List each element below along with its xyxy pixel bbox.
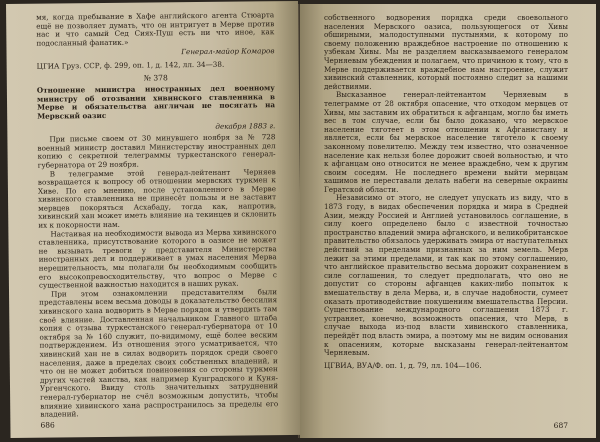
body-paragraph: Независимо от этого, не следует упускать из виду, что в 1873 году, в видах обеспечения порядка и мира в Средней Азии, между Россией и Англией установилось соглашение, в силу коего определено было с известной точностью пространство владений эмира афганского, и великобританское правительство обязалось удерживать эмира от наступательных действий за пределами признанных за ним земель. Мерв лежит за этими пределами, и так как по этому соглашению, что английское правительство весьма дорожит сохранением в силе соглашения, то следует предполагать, что оно не допустит со стороны афганцев каких-либо попыток к вмешательству в дела Мерва, и, в случае надобности, сумеет оказать противодействие покушениям вмешательства Персии. Существование международного соглашения 1873 г. устраняет, конечно, возможность опасения, что Мерв, в случае выхода из-под власти хивинского ставленника, перейдёт под власть эмира, а поэтому мы не видим основания к опасениям, которые высказаны генерал-лейтенантом Черняевым. [324,193,568,358]
document-date: декабря 1883 г. [215,120,276,131]
book-spread [6,4,596,438]
body-paragraph: Высказанное генерал-лейтенантом Черняевым в телеграмме от 28 октября опасение, что отходом мервцев от Хивы, мы заставим их обратиться к афганцам, могло бы иметь вес в том случае, если бы было доказано, что мервское население тяготеет в этом отношении к Афганистану и является, если бы мервское население тяготело к своему законному повелителю. Между тем известно, что означенное население как нельзя более дорожит своей вольностью, и что к афганцам оно относится не менее враждебно, чем к другим своим соседям. Не последнего времени выйти мервцам хашимов не переставали делать набеги на северные окраины Гератской области. [324,90,568,194]
signature: Генерал-майор Комаров [181,46,275,57]
archive-reference: ЦГИА Груз. ССР, ф. 299, оп. 1, д. 142, лл. 34—38. [36,59,225,71]
body-paragraph: В телеграмме этой генерал-лейтенант Черняев возвращается к вопросу об отношении мервских туркмен к Хиве. По его мнению, после установленного в Мерве хивинского ставленника не принесёт пользы и не заставит мервцев покоряться Асхабаду, тогда как, напротив, хивинский хан может иметь влияние на текинцев и склонить их к покорности нам. [37,166,277,230]
page-number: 687 [553,421,568,430]
body-paragraph: При письме своем от 30 минувшего ноября за № 728 военный министр доставил Министерству иностранных дел копию с секретной телеграммы туркестанского генерал-губернатора от 29 ноября. [37,132,276,170]
archive-reference: ЦГВИА, ВУА/Ф. оп. 1, д. 79, лл. 104—106. [324,360,482,370]
left-page-text [36,11,278,419]
right-page-text [324,14,568,370]
continuation-paragraph: мя, когда пребывание в Хафе английского агента Стюарта ещё не позволяет думать, что он интригует в Мерве против нас и что самый Сед Сиях-Пуш есть ни что иное, как подосланный фанатик.» [36,10,275,48]
body-paragraph: Настаивая на необходимости вывода из Мерва хивинского ставленника, присутствование которого в оазисе не может не вызывать тревоги у представителя Министерства иностранных дел и поддерживает в умах населения Мерва нерешительность, мы полагали бы необходимым сообщить его высокопревосходительству, что вопрос о Мерве с существенной важностью находится в наших руках. [38,226,277,290]
page-number: 686 [40,420,55,430]
body-paragraph: При этом ознакомлении представителям были представлены всем весьма доводы в доказательство бессилия хивинского хана водворить в Мерве порядок и утвердить там своё влияние. Доставленная начальником Главного штаба копия с отзыва туркестанского генерал-губернатора от 10 октября за № 160 служит, по-видимому, ещё более веским подтверждением. Из отношения этого усматривается, что хивинский хан не в силах водворить порядок среди своего населения, даже в пределах своих собственных владений, и что он не может добиться повиновения со стороны туркмен других частей ханства, как например Кунградского и Куня-Ургенчского. Ввиду столь значительных затруднений генерал-губернатор не счёл возможным допустить, чтобы влияние хивинского хана распространилось за пределы его владений. [39,286,279,419]
left-page [6,1,303,438]
document-number: № 378 [143,72,168,83]
document-heading: Отношение министра иностранных дел военному министру об отозвании хивинского ставленника в Мерве и обязательства англичан не посягать на Мервский оазис [36,83,276,121]
right-page [300,4,596,438]
body-paragraph: собственного водворения порядка среди своевольного населения Мервского оазиса, пользующегося от Хивы обширными, малодоступными пустынями, к которому по своему положению враждебное настроение по отношению к узбекам Хивы. Мы не разделяем высказываемого генералом Черняевым убеждения и полагаем, что причиною к тому, что в Мерве поддерживается враждебное нам настроение, служит хивинский ставленник, который постоянно следит за нашими действиями. [324,13,568,91]
